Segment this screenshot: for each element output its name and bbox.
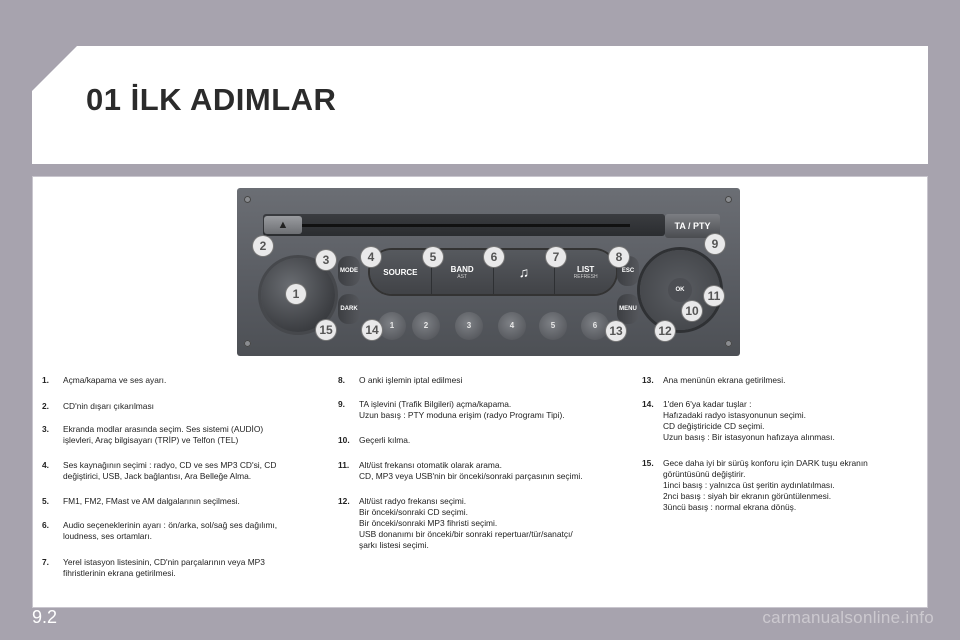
item-number: 11. [338, 460, 350, 470]
item-number: 8. [338, 375, 345, 385]
item-text: CD'nin dışarı çıkarılması [63, 401, 154, 411]
item-number: 12. [338, 496, 350, 506]
item-text: Yerel istasyon listesinin, CD'nin parçalarının veya MP3 fihristlerinin ekrana getirilmesi. [63, 557, 265, 578]
item-number: 1. [42, 375, 49, 385]
page-title: 01 İLK ADIMLAR [86, 82, 337, 117]
callout-7: 7 [546, 247, 566, 267]
screw [725, 196, 732, 203]
callout-11: 11 [704, 286, 724, 306]
list-sub: REFRESH [573, 273, 598, 280]
item-number: 13. [642, 375, 654, 385]
item-number: 6. [42, 520, 49, 530]
item-number: 2. [42, 401, 49, 411]
item-text: Açma/kapama ve ses ayarı. [63, 375, 167, 385]
watermark: carmanualsonline.info [762, 608, 934, 627]
callout-3: 3 [316, 250, 336, 270]
list-label: LIST [576, 264, 595, 274]
item-text: TA işlevini (Trafik Bilgileri) açma/kapama. Uzun basış : PTY moduna erişim (radyo Programı Tipi). [359, 399, 565, 420]
menu-button[interactable]: MENU [617, 294, 639, 324]
callout-2: 2 [253, 236, 273, 256]
screw [244, 340, 251, 347]
preset-button-3[interactable]: 3 [455, 312, 483, 340]
item-text: Audio seçeneklerinin ayarı : ön/arka, sol/sağ ses dağılımı, loudness, ses ortamları. [63, 520, 278, 541]
band-label: BAND [450, 264, 474, 274]
item-text: Alt/üst radyo frekansı seçimi. Bir önceki/sonraki CD seçimi. Bir önceki/sonraki MP3 fihristi seçimi. USB donanımı bir önceki/bir sonraki repertuar/tür/sanatçı/ şarkı listesi seçimi. [359, 496, 573, 550]
item-text: FM1, FM2, FMast ve AM dalgalarının seçilmesi. [63, 496, 240, 506]
item-text: Geçerli kılma. [359, 435, 411, 445]
eject-button[interactable]: ▲ [264, 216, 302, 234]
item-text: Gece daha iyi bir sürüş konforu için DARK tuşu ekranın görüntüsünü değiştirir. 1inci basış : yalnızca üst şeritin aydınlatılması. 2nci basış : siyah bir ekranın görüntülenmesi. 3üncü basış : normal ekrana dönüş. [663, 458, 868, 512]
callout-15: 15 [316, 320, 336, 340]
preset-button-2[interactable]: 2 [412, 312, 440, 340]
callout-5: 5 [423, 247, 443, 267]
ta-pty-button[interactable]: TA / PTY [665, 214, 720, 238]
callout-1: 1 [286, 284, 306, 304]
esc-button[interactable]: ESC [617, 256, 639, 286]
callout-9: 9 [705, 234, 725, 254]
ok-button[interactable]: OK [668, 278, 692, 302]
source-label: SOURCE [383, 267, 418, 277]
item-number: 14. [642, 399, 654, 409]
item-number: 4. [42, 460, 49, 470]
item-text: Ekranda modlar arasında seçim. Ses sistemi (AUDİO) işlevleri, Araç bilgisayarı (TRİP) ve Telfon (TEL) [63, 424, 264, 445]
callout-10: 10 [682, 301, 702, 321]
item-number: 3. [42, 424, 49, 434]
preset-button-6[interactable]: 6 [581, 312, 609, 340]
item-number: 7. [42, 557, 49, 567]
callout-4: 4 [361, 247, 381, 267]
mode-button[interactable]: MODE [338, 256, 360, 286]
preset-button-4[interactable]: 4 [498, 312, 526, 340]
callout-8: 8 [609, 247, 629, 267]
item-number: 15. [642, 458, 654, 468]
callout-13: 13 [606, 321, 626, 341]
dark-button[interactable]: DARK [338, 294, 360, 324]
page-number: 9.2 [32, 607, 58, 627]
item-number: 9. [338, 399, 345, 409]
callout-6: 6 [484, 247, 504, 267]
callout-14: 14 [362, 320, 382, 340]
item-text: Alt/üst frekansı otomatik olarak arama. CD, MP3 veya USB'nin bir önceki/sonraki parçasının seçimi. [359, 460, 583, 481]
cd-slot [263, 214, 665, 236]
preset-button-1[interactable]: 1 [378, 312, 406, 340]
item-text: Ses kaynağının seçimi : radyo, CD ve ses MP3 CD'si, CD değiştirici, USB, Jack bağlantısı, Ara Belleğe Alma. [63, 460, 277, 481]
item-number: 5. [42, 496, 49, 506]
screw [725, 340, 732, 347]
preset-button-5[interactable]: 5 [539, 312, 567, 340]
music-note-icon: ♫ [518, 264, 530, 280]
item-text: O anki işlemin iptal edilmesi [359, 375, 463, 385]
screw [244, 196, 251, 203]
band-sub: AST [457, 273, 467, 280]
item-number: 10. [338, 435, 350, 445]
callout-12: 12 [655, 321, 675, 341]
item-text: Ana menünün ekrana getirilmesi. [663, 375, 786, 385]
item-text: 1'den 6'ya kadar tuşlar : Hafızadaki radyo istasyonunun seçimi. CD değiştiricide CD seçimi. Uzun basış : Bir istasyonun hafızaya alınması. [663, 399, 835, 442]
